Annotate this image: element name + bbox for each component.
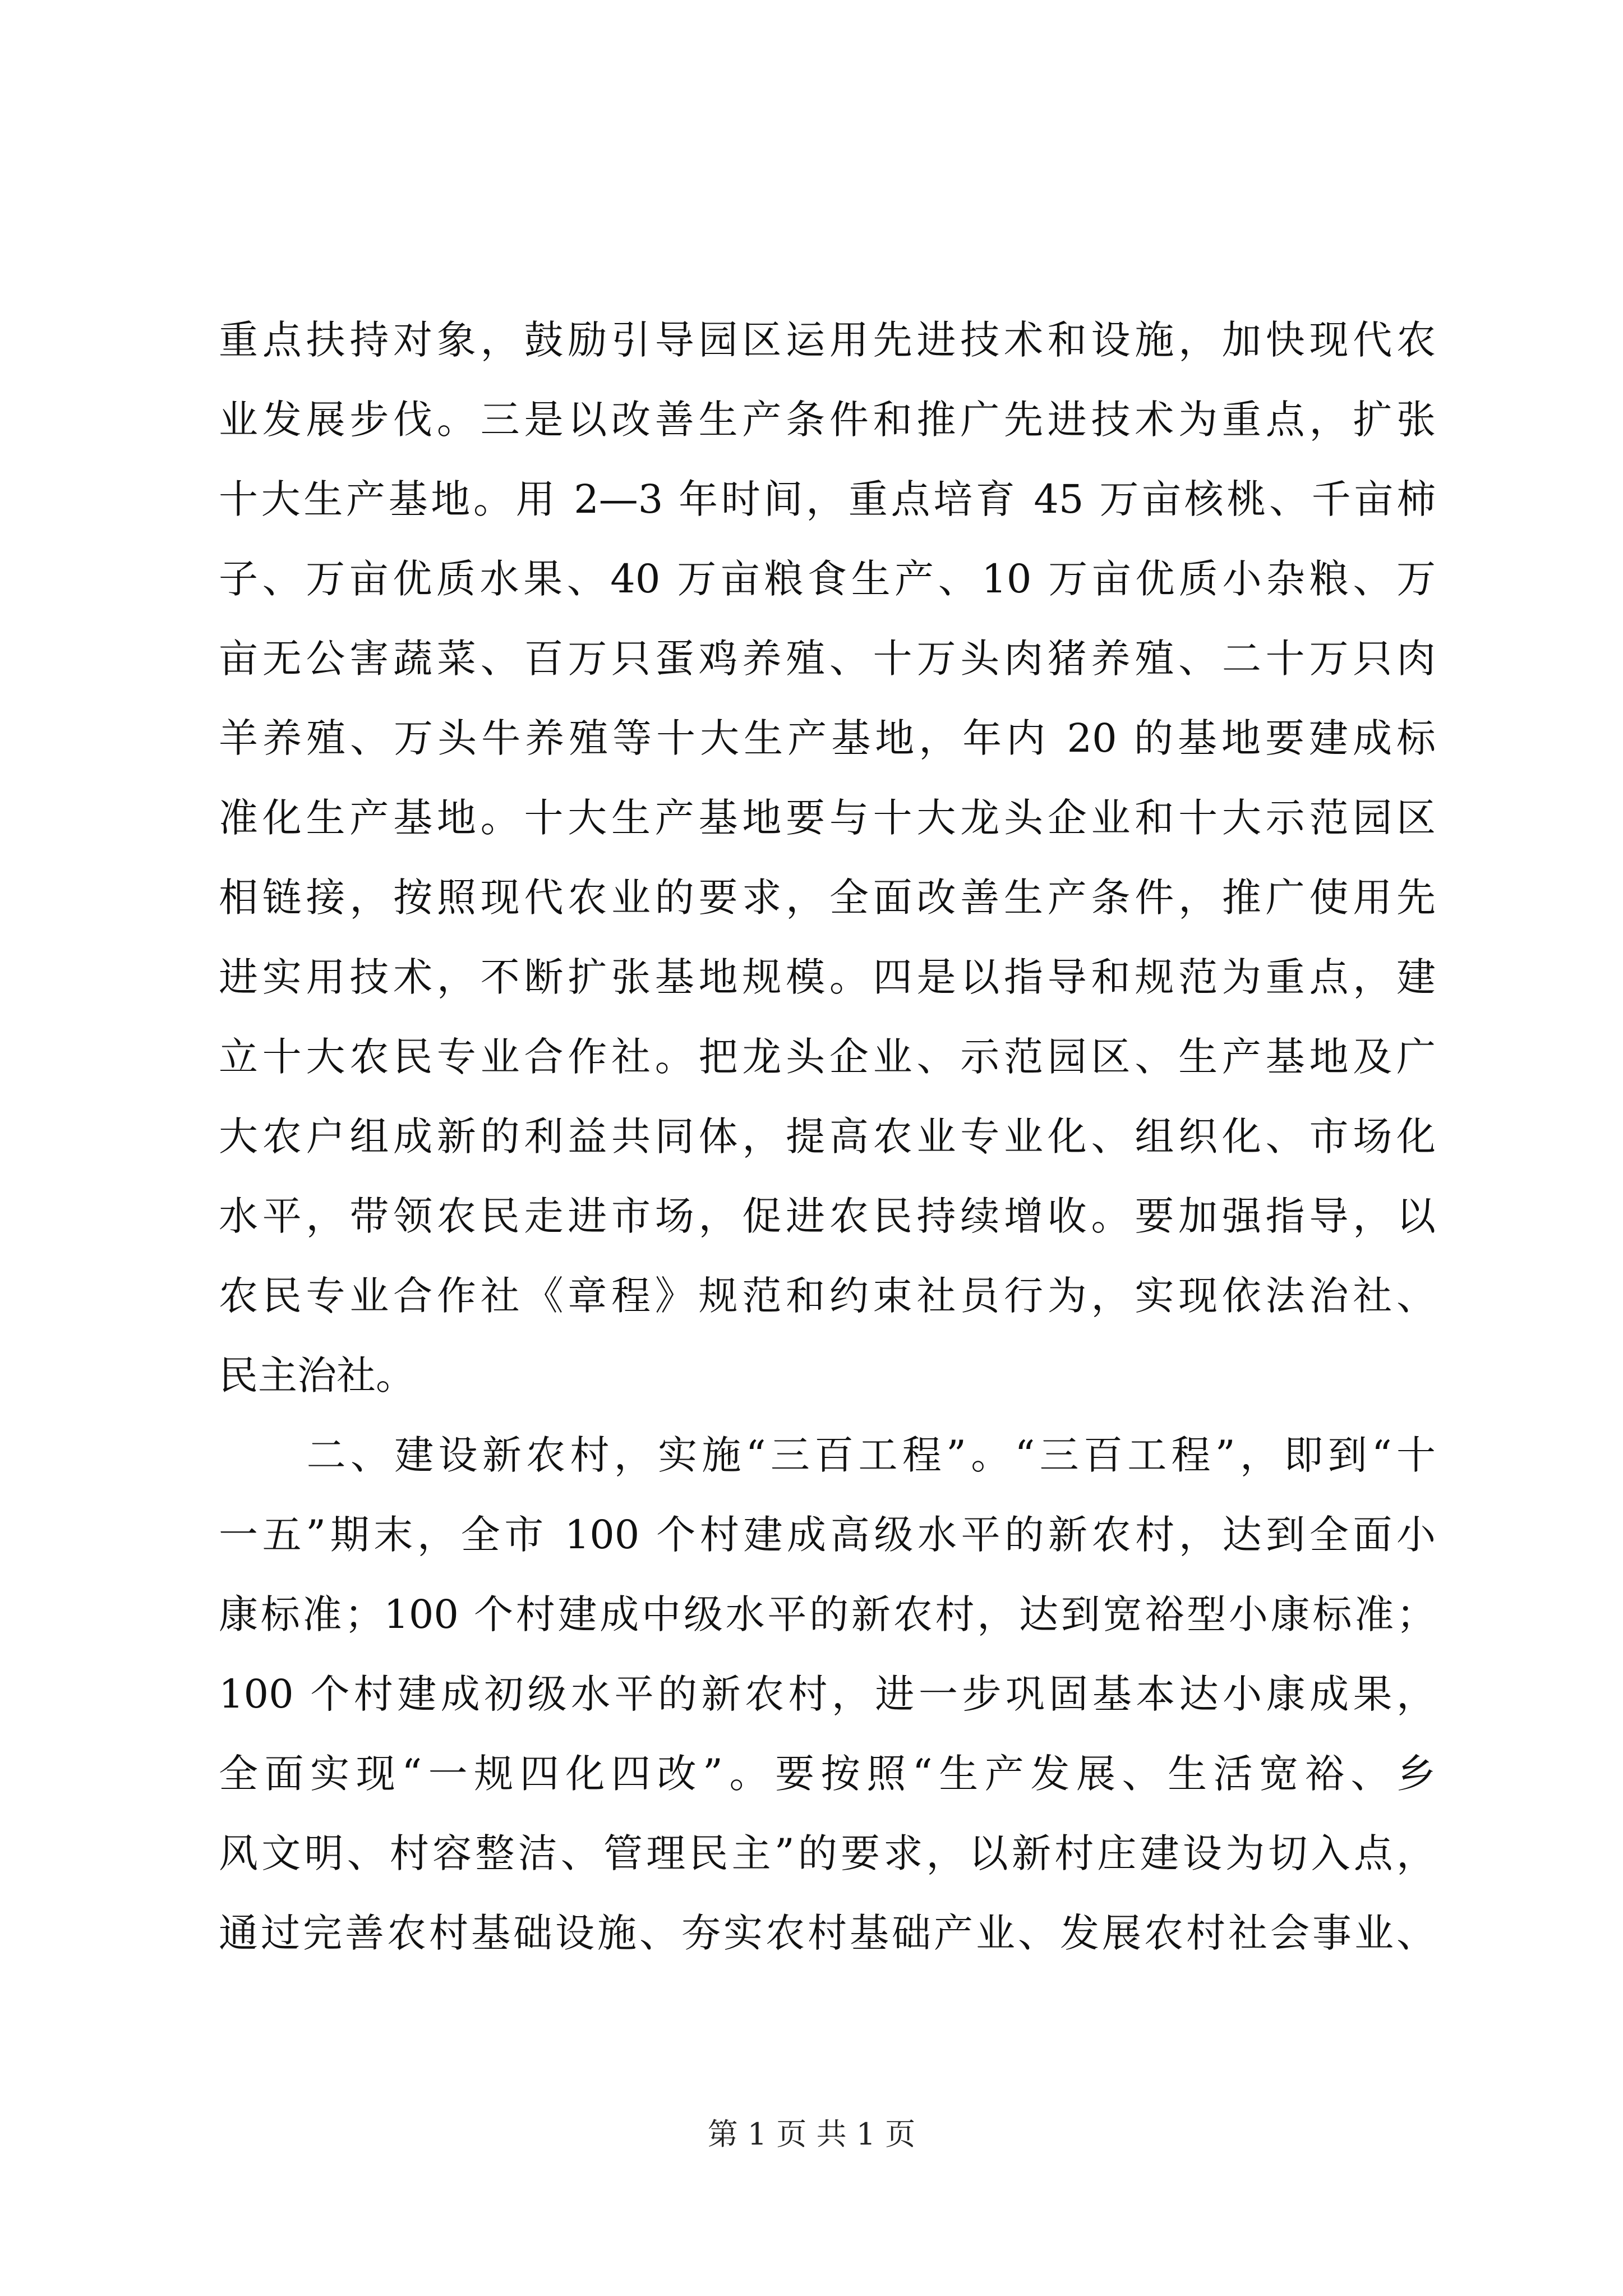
text-line: 100 个村建成初级水平的新农村，进一步巩固基本达小康成果， [219,1671,1436,1717]
text-line: 重点扶持对象，鼓励引导园区运用先进技术和设施，加快现代农 [219,317,1436,363]
text-line: 全面实现“一规四化四改”。要按照“生产发展、生活宽裕、乡 [219,1751,1436,1797]
text-line: 准化生产基地。十大生产基地要与十大龙头企业和十大示范园区 [219,795,1436,841]
text-line: 二、建设新农村，实施“三百工程”。“三百工程”，即到“十 [219,1432,1436,1478]
text-line: 相链接，按照现代农业的要求，全面改善生产条件，推广使用先 [219,875,1436,921]
text-line: 一五”期末，全市 100 个村建成高级水平的新农村，达到全面小 [219,1512,1436,1558]
text-line: 立十大农民专业合作社。把龙头企业、示范园区、生产基地及广 [219,1034,1436,1080]
text-line: 进实用技术，不断扩张基地规模。四是以指导和规范为重点，建 [219,954,1436,1000]
text-line: 大农户组成新的利益共同体，提高农业专业化、组织化、市场化 [219,1114,1436,1159]
text-line: 子、万亩优质水果、40 万亩粮食生产、10 万亩优质小杂粮、万 [219,556,1436,602]
page-footer: 第 1 页 共 1 页 [707,2116,916,2152]
text-line: 十大生产基地。用 2—3 年时间，重点培育 45 万亩核桃、千亩柿 [219,476,1436,522]
text-line: 亩无公害蔬菜、百万只蛋鸡养殖、十万头肉猪养殖、二十万只肉 [219,636,1436,682]
text-line: 风文明、村容整洁、管理民主”的要求，以新村庄建设为切入点， [219,1830,1436,1876]
text-line: 业发展步伐。三是以改善生产条件和推广先进技术为重点，扩张 [219,397,1436,443]
text-line: 通过完善农村基础设施、夯实农村基础产业、发展农村社会事业、 [219,1910,1436,1956]
text-line: 水平，带领农民走进市场，促进农民持续增收。要加强指导，以 [219,1193,1436,1239]
text-line: 民主治社。 [219,1352,415,1398]
text-line: 康标准；100 个村建成中级水平的新农村，达到宽裕型小康标准； [219,1591,1436,1637]
document-body [219,300,1436,1973]
text-line: 羊养殖、万头牛养殖等十大生产基地，年内 20 的基地要建成标 [219,715,1436,761]
text-line: 农民专业合作社《章程》规范和约束社员行为，实现依法治社、 [219,1273,1436,1319]
